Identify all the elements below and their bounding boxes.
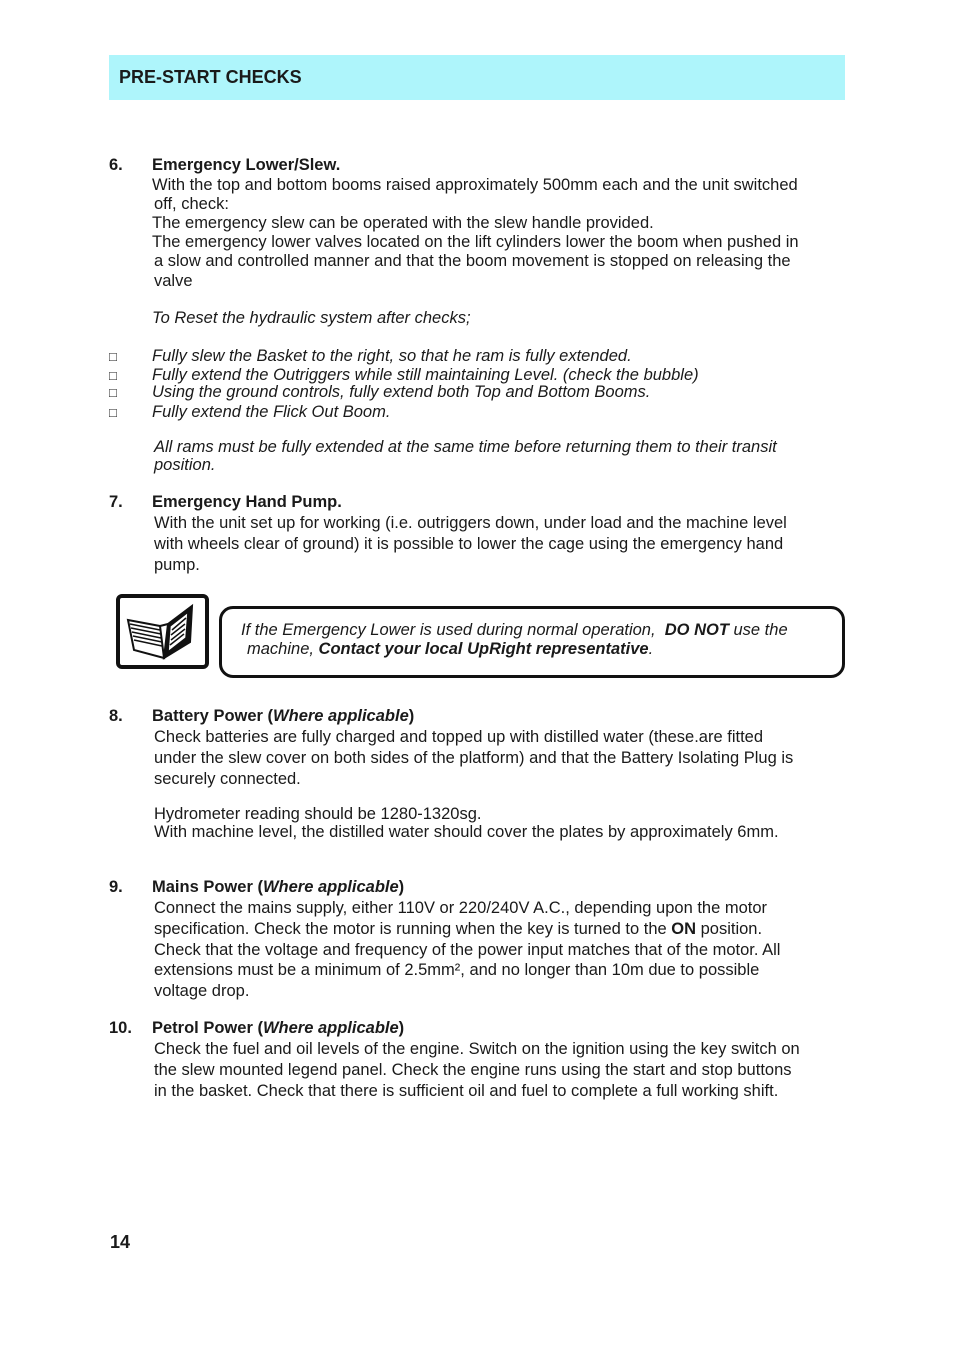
warning-notice-line <box>247 639 653 659</box>
item-8-text: Check batteries are fully charged and topped up with distilled water (these.are fitted <box>154 728 764 746</box>
item-9-text: voltage drop. <box>154 982 250 1000</box>
warning-do-not: DO NOT <box>664 621 729 639</box>
item-6-text: valve <box>154 272 193 290</box>
item-9-title <box>152 877 404 897</box>
item-8-number: 8. <box>109 707 123 725</box>
rams-note: All rams must be fully extended at the same time before returning them to their transit <box>154 438 777 456</box>
item-8-title-text: ) <box>408 707 415 725</box>
checkbox-bullet-icon: □ <box>109 349 117 364</box>
item-9-text: extensions must be a minimum of 2.5mm², and no longer than 10m due to possible <box>154 961 760 979</box>
item-8-text: securely connected. <box>154 770 301 788</box>
reset-step: Using the ground controls, fully extend both Top and Bottom Booms. <box>152 383 651 401</box>
item-9-text: Check that the voltage and frequency of the power input matches that of the motor. All <box>154 941 781 959</box>
item-9-number: 9. <box>109 878 123 896</box>
item-10-title-text: ) <box>398 1019 405 1037</box>
warning-notice-text: use the <box>728 621 788 639</box>
item-9-text-part: specification. Check the motor is running when the key is turned to the <box>154 920 672 938</box>
item-6-text: With the top and bottom booms raised approximately 500mm each and the unit switched <box>152 176 798 194</box>
item-6-text: The emergency slew can be operated with the slew handle provided. <box>152 214 654 232</box>
item-10-text: the slew mounted legend panel. Check the engine runs using the start and stop buttons <box>154 1061 792 1079</box>
item-8-title-qualifier: Where applicable <box>273 707 409 725</box>
item-6-text: off, check: <box>154 195 229 213</box>
item-9-on-keyword: ON <box>671 920 697 938</box>
item-8-title-text: Battery Power ( <box>152 707 274 725</box>
item-6-number: 6. <box>109 156 123 174</box>
item-10-text: Check the fuel and oil levels of the engine. Switch on the ignition using the key switch on <box>154 1040 800 1058</box>
item-7-title: Emergency Hand Pump. <box>152 493 342 511</box>
item-9-text: Connect the mains supply, either 110V or 220/240V A.C., depending upon the motor <box>154 899 768 917</box>
item-8-text: under the slew cover on both sides of the platform) and that the Battery Isolating Plug is <box>154 749 794 767</box>
item-8-title <box>152 706 414 726</box>
open-book-icon <box>116 594 209 669</box>
item-10-text: in the basket. Check that there is sufficient oil and fuel to complete a full working shift. <box>154 1082 779 1100</box>
open-book-icon-graphic <box>120 598 205 665</box>
item-10-title <box>152 1018 404 1038</box>
item-10-title-qualifier: Where applicable <box>262 1019 399 1037</box>
warning-notice-text: machine, <box>247 640 319 658</box>
item-7-text: pump. <box>154 556 200 574</box>
warning-notice-text: If the Emergency Lower is used during normal operation, <box>241 621 656 639</box>
checkbox-bullet-icon: □ <box>109 368 117 383</box>
item-8-text: With machine level, the distilled water should cover the plates by approximately 6mm. <box>154 823 779 841</box>
item-9-title-text: Mains Power ( <box>152 878 263 896</box>
item-10-number: 10. <box>109 1019 132 1037</box>
reset-step: Fully slew the Basket to the right, so that he ram is fully extended. <box>152 347 632 365</box>
item-9-text <box>154 919 762 939</box>
rams-note: position. <box>154 456 216 474</box>
section-header-title: PRE-START CHECKS <box>119 67 302 87</box>
reset-step: Fully extend the Flick Out Boom. <box>152 403 391 421</box>
item-8-text: Hydrometer reading should be 1280-1320sg. <box>154 805 482 823</box>
section-header <box>109 55 845 100</box>
item-9-title-qualifier: Where applicable <box>262 878 399 896</box>
warning-notice-line <box>241 620 788 640</box>
item-6-title: Emergency Lower/Slew. <box>152 156 341 174</box>
item-7-text: With the unit set up for working (i.e. outriggers down, under load and the machine level <box>154 514 787 532</box>
reset-instruction: To Reset the hydraulic system after checks; <box>152 309 471 327</box>
reset-step: Fully extend the Outriggers while still maintaining Level. (check the bubble) <box>152 366 699 384</box>
item-9-text-part: position. <box>696 920 763 938</box>
item-10-title-text: Petrol Power ( <box>152 1019 263 1037</box>
item-7-number: 7. <box>109 493 123 511</box>
item-6-text: a slow and controlled manner and that the boom movement is stopped on releasing the <box>154 252 791 270</box>
page-number: 14 <box>110 1232 131 1252</box>
warning-contact-representative: Contact your local UpRight representative <box>318 640 649 658</box>
warning-notice-text: . <box>648 640 654 658</box>
item-6-text: The emergency lower valves located on the lift cylinders lower the boom when pushed in <box>152 233 799 251</box>
checkbox-bullet-icon: □ <box>109 405 117 420</box>
checkbox-bullet-icon: □ <box>109 385 117 400</box>
item-7-text: with wheels clear of ground) it is possible to lower the cage using the emergency hand <box>154 535 784 553</box>
item-9-title-text: ) <box>398 878 405 896</box>
